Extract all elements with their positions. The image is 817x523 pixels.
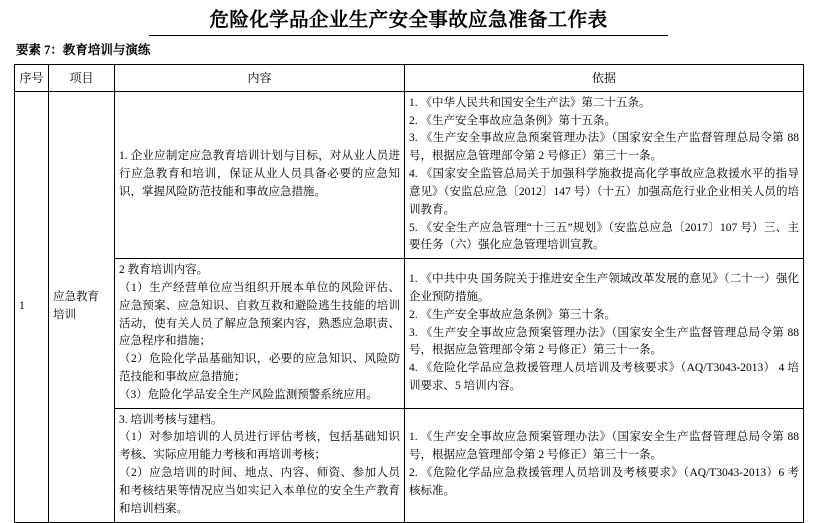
cell-line: 1. 《生产安全事故应急预案管理办法》（国家安全生产监督管理总局令第 88 号，根据应急管理部令第 2 号修正）第三十一条。 — [409, 431, 799, 462]
row-basis-3 — [405, 408, 804, 522]
column-header-basis: 依据 — [405, 64, 804, 91]
row-content-2 — [115, 259, 405, 409]
table-row — [15, 259, 804, 409]
row-basis-1 — [405, 91, 804, 258]
cell-line: 1. 《中华人民共和国安全生产法》第二十五条。 — [409, 96, 651, 109]
column-header-item: 项目 — [49, 64, 115, 91]
row-number: 1 — [15, 91, 49, 522]
cell-line: 2. 《危险化学品应急救援管理人员培训及考核要求》（AQ/T3043-2013）6 考核标准。 — [409, 467, 799, 497]
row-content-1: 1. 企业应制定应急教育培训计划与目标，对从业人员进行应急教育和培训，保证从业人员具备必要的应急知识，掌握风险防范技能和事故应急措施。 — [115, 91, 405, 258]
document-page — [0, 8, 817, 515]
section-subtitle: 要素 7：教育培训与演练 — [16, 43, 151, 58]
table-row — [15, 408, 804, 522]
row-content-3 — [115, 408, 405, 522]
cell-line: 3. 《生产安全事故应急预案管理办法》（国家安全生产监督管理总局令第 88 号，根据应急管理部令第 2 号修正）第三十一条。 — [409, 132, 799, 163]
cell-line: 4. 《危险化学品应急救援管理人员培训及考核要求》（AQ/T3043-2013） 4 培训要求、5 培训内容。 — [409, 362, 799, 392]
page-title: 危险化学品企业生产安全事故应急准备工作表 — [209, 10, 608, 31]
cell-line: 5. 《安全生产应急管理“十三五”规划》（安监总应急〔2017〕107 号）三、主要任务（六）强化应急管理培训宣教。 — [409, 221, 799, 252]
cell-line: 2 教育培训内容。 — [119, 264, 209, 277]
title-underline — [149, 35, 668, 36]
emergency-preparedness-table — [14, 64, 804, 523]
table-header-row — [15, 64, 804, 91]
cell-line: 3. 培训考核与建档。 — [119, 413, 223, 426]
cell-line: （3）危险化学品安全生产风险监测预警系统应用。 — [119, 388, 378, 401]
row-item-name: 应急教育培训 — [49, 91, 115, 522]
cell-line: 2. 《生产安全事故应急条例》第十五条。 — [409, 114, 616, 127]
cell-line: （1）对参加培训的人员进行评估考核，包括基础知识考核、实际应用能力考核和再培训考核； — [119, 431, 400, 462]
table-row — [15, 91, 804, 258]
cell-line: 4. 《国家安全监管总局关于加强科学施救提高化学事故应急救援水平的指导意见》（安监总应急〔2012〕147 号）（十五）加强高危行业企业相关人员的培训教育。 — [409, 168, 799, 216]
cell-line: （1）生产经营单位应当组织开展本单位的风险评估、应急预案、应急知识、自救互救和避险逃生技能的培训活动，使有关人员了解应急预案内容，熟悉应急职责、应急程序和措施； — [119, 281, 400, 348]
cell-line: 2. 《生产安全事故应急条例》第三十条。 — [409, 308, 616, 321]
column-header-content: 内容 — [115, 64, 405, 91]
cell-line: 3. 《生产安全事故应急预案管理办法》（国家安全生产监督管理总局令第 88 号，根据应急管理部令第 2 号修正）第三十一条。 — [409, 326, 799, 357]
column-header-no: 序号 — [15, 64, 49, 91]
cell-line: 1. 《中共中央 国务院关于推进安全生产领域改革发展的意见》（二十一）强化企业预防措施。 — [409, 273, 799, 303]
cell-line: （2）危险化学品基础知识，必要的应急知识、风险防范技能和事故应急措施； — [119, 353, 400, 384]
cell-line: （2）应急培训的时间、地点、内容、师资、参加人员和考核结果等情况应当如实记入本单位的安全生产教育和培训档案。 — [119, 467, 400, 515]
row-basis-2 — [405, 259, 804, 409]
